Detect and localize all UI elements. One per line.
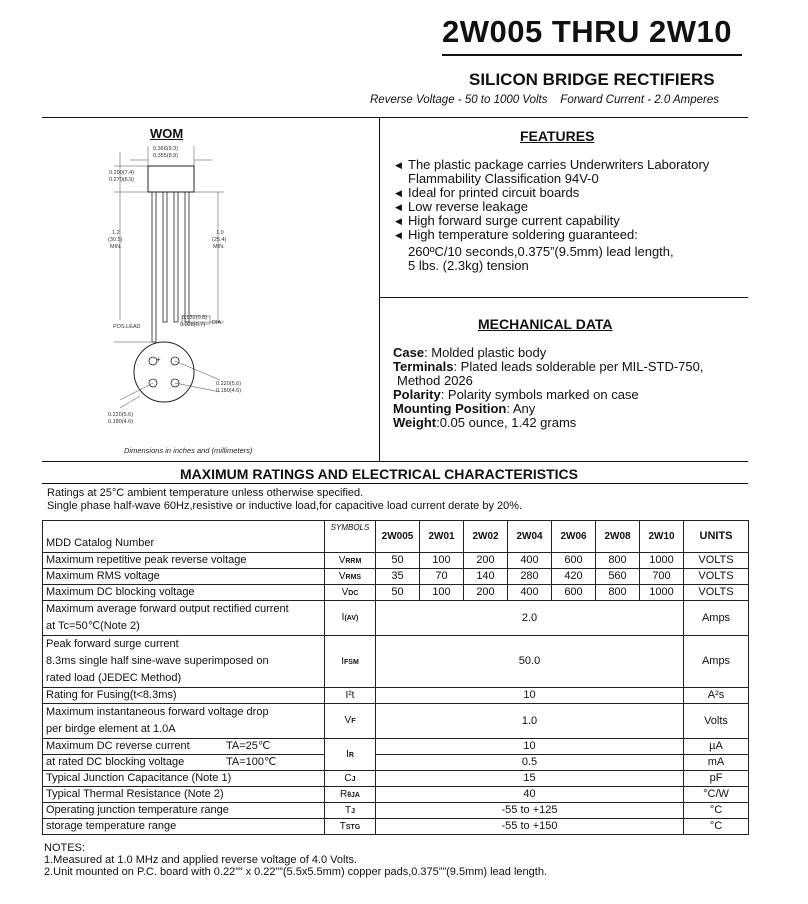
row-symbol: TJ <box>325 803 376 819</box>
feature-item-cont: 5 lbs. (2.3kg) tension <box>408 258 529 273</box>
table-row <box>43 787 749 803</box>
document-subtitle: SILICON BRIDGE RECTIFIERS <box>469 70 715 89</box>
dimensions-caption: Dimensions in inches and (millimeters) <box>124 446 253 455</box>
table-row <box>43 688 749 704</box>
arrow-bullet-icon: ◀ <box>395 188 402 198</box>
package-title: WOM <box>150 126 184 141</box>
row-param: Maximum RMS voltage <box>43 569 325 585</box>
arrow-bullet-icon: ◀ <box>395 202 402 212</box>
row-symbol: IFSM <box>325 636 376 688</box>
document-title: 2W005 THRU 2W10 <box>442 14 733 49</box>
cell-value: 40 <box>376 787 684 803</box>
dim-body-h-max: 0.290(7.4) <box>109 170 135 176</box>
feature-item-cont: 260ºC/10 seconds,0.375”(9.5mm) lead length, <box>408 244 674 259</box>
cell-value: 400 <box>508 585 552 601</box>
dim-spacing-a-min: 0.180(4.6) <box>216 388 242 394</box>
mechanical-title: MECHANICAL DATA <box>478 316 613 332</box>
cell-value: -55 to +125 <box>376 803 684 819</box>
cell-value: 100 <box>420 553 464 569</box>
dim-lead-right-2: (25.4) <box>212 237 227 243</box>
table-row <box>43 636 749 688</box>
dim-lead-dia-max: 0.032(0.8) <box>182 315 208 321</box>
header-part: 2W08 <box>596 521 640 553</box>
row-symbol: TSTG <box>325 819 376 835</box>
dim-lead-left-1: 1.2 <box>112 230 120 236</box>
dim-pos-lead: POS.LEAD <box>113 324 141 330</box>
feature-item: ◀ Ideal for printed circuit boards <box>395 185 580 200</box>
cell-value: 2.0 <box>376 601 684 636</box>
ratings-note-2: Single phase half-wave 60Hz,resistive or inductive load,for capacitive load current derate by 20%. <box>47 500 523 512</box>
row-param: Maximum instantaneous forward voltage drop per birdge element at 1.0A <box>43 704 325 739</box>
header-part: 2W02 <box>464 521 508 553</box>
ratings-title-rule <box>42 483 748 484</box>
cell-value: 15 <box>376 771 684 787</box>
header-part: 2W10 <box>640 521 684 553</box>
table-row <box>43 803 749 819</box>
table-header-row <box>43 521 749 553</box>
cell-value: 1000 <box>640 553 684 569</box>
cell-unit: mA <box>684 755 749 771</box>
cell-value: 50 <box>376 585 420 601</box>
row-param: Rating for Fusing(t<8.3ms) <box>43 688 325 704</box>
package-outline-drawing <box>100 140 350 440</box>
cell-value: 10 <box>376 688 684 704</box>
arrow-bullet-icon: ◀ <box>395 160 402 170</box>
title-underline <box>442 54 742 56</box>
features-mech-divider <box>379 297 748 298</box>
table-row <box>43 819 749 835</box>
cell-unit: °C <box>684 803 749 819</box>
dim-width-max: 0.366(9.3) <box>153 146 179 152</box>
cell-unit: µA <box>684 739 749 755</box>
cell-value: 600 <box>552 585 596 601</box>
cell-unit: Amps <box>684 636 749 688</box>
cell-unit: Volts <box>684 704 749 739</box>
arrow-bullet-icon: ◀ <box>395 216 402 226</box>
table-row <box>43 771 749 787</box>
notes-title: NOTES: <box>44 842 85 854</box>
mech-terminals-cont: Method 2026 <box>397 373 473 388</box>
row-symbol: VRRM <box>325 553 376 569</box>
cell-value: 600 <box>552 553 596 569</box>
table-row <box>43 755 749 771</box>
cell-value: 1.0 <box>376 704 684 739</box>
ratings-title: MAXIMUM RATINGS AND ELECTRICAL CHARACTERISTICS <box>180 466 578 482</box>
cell-value: 700 <box>640 569 684 585</box>
row-param: at rated DC blocking voltage TA=100℃ <box>43 755 325 771</box>
row-param: Typical Thermal Resistance (Note 2) <box>43 787 325 803</box>
cell-value: 280 <box>508 569 552 585</box>
row-param: Maximum repetitive peak reverse voltage <box>43 553 325 569</box>
cell-unit: VOLTS <box>684 585 749 601</box>
cell-value: 50.0 <box>376 636 684 688</box>
header-units: UNITS <box>684 521 749 553</box>
cell-value: 0.5 <box>376 755 684 771</box>
cell-value: 420 <box>552 569 596 585</box>
mech-terminals: Terminals: Plated leads solderable per MIL-STD-750, <box>393 359 704 374</box>
dim-spacing-a-max: 0.220(5.6) <box>216 381 242 387</box>
features-title: FEATURES <box>520 128 595 144</box>
dim-dia-label: DIA. <box>212 320 223 326</box>
dim-lead-right-3: MIN. <box>213 244 225 250</box>
feature-item-cont: Flammability Classification 94V-0 <box>408 171 599 186</box>
row-symbol: VRMS <box>325 569 376 585</box>
feature-item: ◀ High temperature soldering guaranteed: <box>395 227 638 242</box>
header-part: 2W06 <box>552 521 596 553</box>
cell-value: 100 <box>420 585 464 601</box>
cell-value: 1000 <box>640 585 684 601</box>
arrow-bullet-icon: ◀ <box>395 230 402 240</box>
cell-value: 800 <box>596 585 640 601</box>
note-1: 1.Measured at 1.0 MHz and applied reverse voltage of 4.0 Volts. <box>44 854 358 866</box>
row-symbol: RθJA <box>325 787 376 803</box>
row-param: storage temperature range <box>43 819 325 835</box>
row-param: Typical Junction Capacitance (Note 1) <box>43 771 325 787</box>
cell-value: 800 <box>596 553 640 569</box>
dim-spacing-b-max: 0.220(5.6) <box>108 412 134 418</box>
feature-item: ◀ Low reverse leakage <box>395 199 528 214</box>
cell-unit: VOLTS <box>684 553 749 569</box>
cell-value: -55 to +150 <box>376 819 684 835</box>
row-param: Peak forward surge current 8.3ms single half sine-wave superimposed on rated load (JEDEC Method) <box>43 636 325 688</box>
cell-value: 200 <box>464 585 508 601</box>
row-symbol: I(AV) <box>325 601 376 636</box>
header-part: 2W005 <box>376 521 420 553</box>
row-symbol: I²t <box>325 688 376 704</box>
table-row <box>43 569 749 585</box>
row-symbol: VF <box>325 704 376 739</box>
row-symbol: IR <box>325 739 376 771</box>
top-rule <box>42 117 748 118</box>
dim-lead-left-3: MIN. <box>110 244 122 250</box>
table-row <box>43 739 749 755</box>
forward-current-spec: Forward Current - 2.0 Amperes <box>560 94 720 106</box>
cell-unit: °C/W <box>684 787 749 803</box>
row-param: Maximum DC blocking voltage <box>43 585 325 601</box>
row-param: Maximum DC reverse current TA=25℃ <box>43 739 325 755</box>
mech-polarity: Polarity: Polarity symbols marked on case <box>393 387 639 402</box>
dim-lead-dia-min: 0.028(0.7) <box>180 322 206 328</box>
table-row <box>43 585 749 601</box>
cell-unit: VOLTS <box>684 569 749 585</box>
cell-value: 10 <box>376 739 684 755</box>
row-param: Maximum average forward output rectified current at Tc=50℃(Note 2) <box>43 601 325 636</box>
cell-value: 140 <box>464 569 508 585</box>
header-part: 2W04 <box>508 521 552 553</box>
dim-body-h-min: 0.270(6.9) <box>109 177 135 183</box>
dim-spacing-b-min: 0.180(4.6) <box>108 419 134 425</box>
center-divider <box>379 117 380 461</box>
cell-value: 400 <box>508 553 552 569</box>
reverse-voltage-spec: Reverse Voltage - 50 to 1000 Volts <box>370 94 548 106</box>
note-2: 2.Unit mounted on P.C. board with 0.22”” x 0.22””(5.5x5.5mm) copper pads,0.375””(9.5mm) lead length. <box>44 866 547 878</box>
dim-lead-right-1: 1.0 <box>216 230 224 236</box>
row-symbol: CJ <box>325 771 376 787</box>
header-part: 2W01 <box>420 521 464 553</box>
ratings-table <box>42 520 749 835</box>
row-symbol: VDC <box>325 585 376 601</box>
header-symbols: SYMBOLS <box>325 521 376 553</box>
table-row <box>43 704 749 739</box>
mech-mounting: Mounting Position: Any <box>393 401 536 416</box>
cell-unit: °C <box>684 819 749 835</box>
cell-value: 560 <box>596 569 640 585</box>
cell-value: 200 <box>464 553 508 569</box>
feature-item: ◀ High forward surge current capability <box>395 213 620 228</box>
mech-case: Case: Molded plastic body <box>393 345 547 360</box>
ratings-note-1: Ratings at 25°C ambient temperature unless otherwise specified. <box>47 487 364 499</box>
cell-value: 70 <box>420 569 464 585</box>
cell-unit: A²s <box>684 688 749 704</box>
spec-line <box>370 94 719 106</box>
ratings-top-rule <box>42 461 748 462</box>
table-row <box>43 553 749 569</box>
header-catalog: MDD Catalog Number <box>43 521 325 553</box>
cell-unit: pF <box>684 771 749 787</box>
cell-value: 50 <box>376 553 420 569</box>
feature-item: ◀ The plastic package carries Underwriters Laboratory <box>395 157 710 172</box>
dim-lead-left-2: (30.5) <box>108 237 123 243</box>
table-row <box>43 601 749 636</box>
mech-weight: Weight:0.05 ounce, 1.42 grams <box>393 415 577 430</box>
cell-value: 35 <box>376 569 420 585</box>
polarity-plus-sign: + <box>156 355 161 364</box>
cell-unit: Amps <box>684 601 749 636</box>
dim-width-min: 0.355(8.9) <box>153 153 179 159</box>
row-param: Operating junction temperature range <box>43 803 325 819</box>
